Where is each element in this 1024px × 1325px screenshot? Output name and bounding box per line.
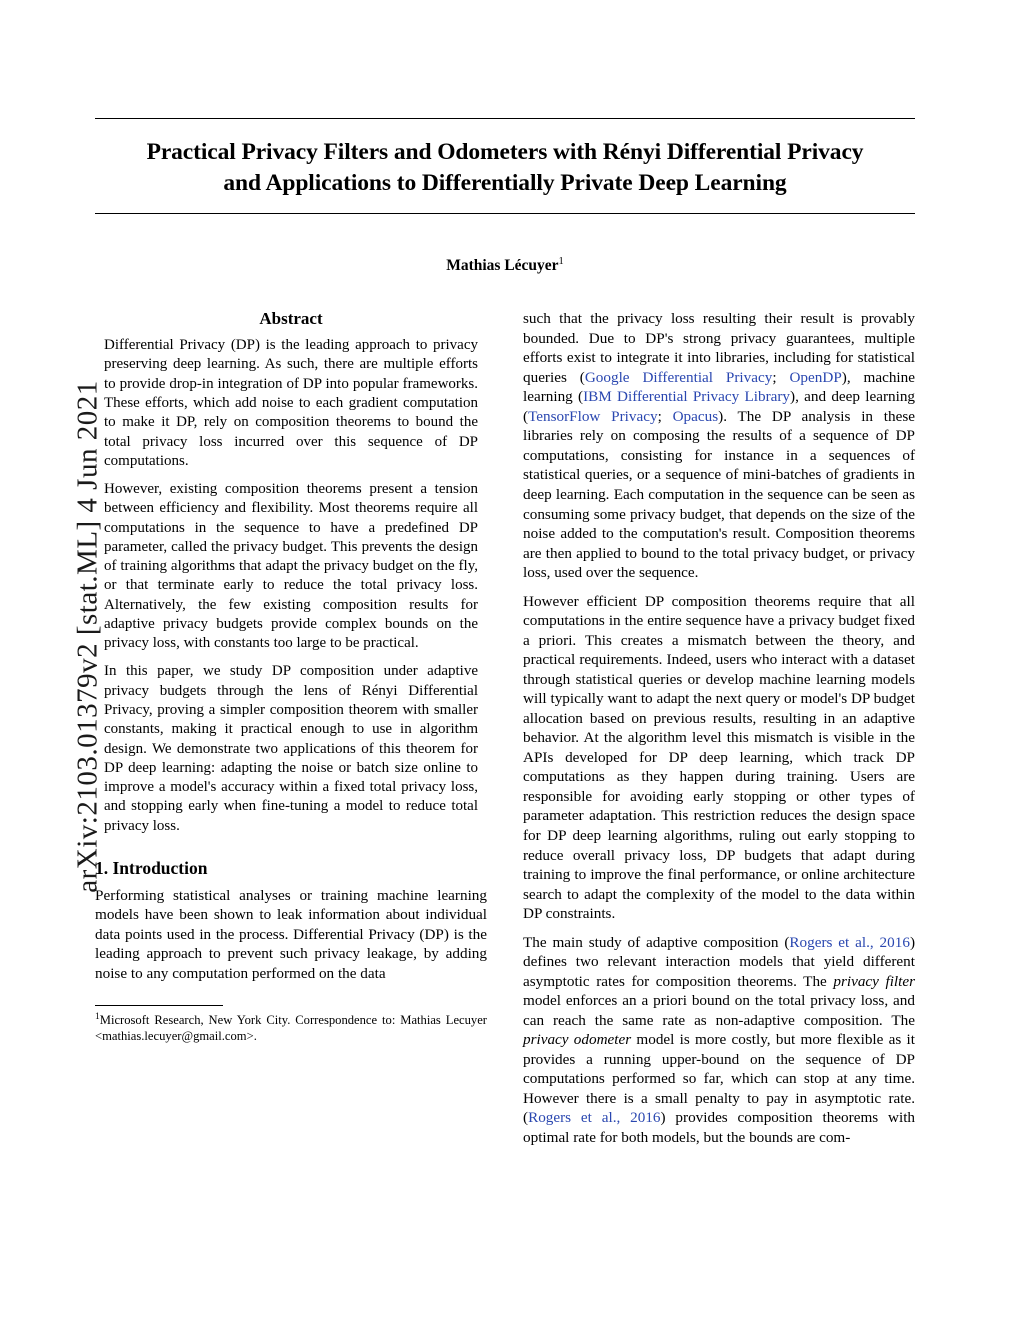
right-paragraph-2: However efficient DP composition theorems require that all computations in the entire sequence have a privacy budget fixed a priori. This creates a mismatch between the theory, and practical requirements. Indeed, users who interact with a dataset through statistical queries or develop machine learning models will typically want to adapt the next query or model's DP budget allocation based on previous results, resulting in an adaptive behavior. At the algorithm level this mismatch is visible in the APIs developed for DP deep learning, which track DP computations as they happen during training. Users are responsible for avoiding early stopping or other types of parameter adaptation. This restriction reduces the design space for DP deep learning algorithms, ruling out early stopping to reduce overall privacy loss, DP budgets that adapt during training to improve the final performance, or online architecture search to adapt the complexity of the model to the data within DP constraints. <box>523 592 915 923</box>
link-tensorflow-privacy[interactable]: TensorFlow Privacy <box>528 407 658 425</box>
section-heading-introduction: 1. Introduction <box>95 857 208 878</box>
introduction-paragraph: Performing statistical analyses or training machine learning models have been shown to leak information about individual data points used in the process. Differential Privacy (DP) is the leading approach to prevent such privacy leakage, by adding noise to any computation performed on the data <box>95 886 487 982</box>
left-column <box>95 309 487 1156</box>
term-privacy-filter: privacy filter <box>833 972 916 990</box>
rp3-text-d: model is more costly, but more flexible as it provides a running upper-bound on the sequence of DP computations performed so far, which can stop at any time. However there is a small penalty to pay in asymptotic rate. ( <box>523 1031 915 1127</box>
title-rule-top <box>95 118 915 119</box>
paper-content <box>95 0 915 1325</box>
right-paragraph-1: such that the privacy loss resulting their result is provably bounded. Due to DP's strong privacy guarantees, multiple efforts exist to integrate it into libraries, including for statistical queries (Google Differential Privacy; OpenDP), machine learning (IBM Differential Privacy Library), and deep learning (TensorFlow Privacy; Opacus). The DP analysis in these libraries rely on composing the results of a sequence of DP computations, consisting for instance in a sequences of statistical queries, or a sequence of mini-batches of gradients in deep learning. Each computation in the sequence can be seen as consuming some privacy budget, that depends on the size of the noise added to the computation's result. Composition theorems are then applied to bound to the total privacy budget, or privacy loss, used over the sequence. <box>523 310 916 582</box>
link-ibm-dp-library[interactable]: IBM Differential Privacy Library <box>583 388 791 406</box>
rp1-text-b: ), machine learning ( <box>523 368 915 406</box>
abstract-heading: Abstract <box>259 309 323 329</box>
right-column <box>523 309 915 1156</box>
abstract-paragraph: Differential Privacy (DP) is the leading approach to privacy preserving deep learning. As such, there are multiple efforts to provide drop-in integration of DP into popular frameworks. These efforts, which add noise to each gradient computation to make it DP, rely on composition theorems to bound the total privacy loss incurred over this sequence of DP computations. <box>104 337 478 469</box>
link-opendp[interactable]: OpenDP <box>789 368 842 386</box>
link-google-dp[interactable]: Google Differential Privacy <box>584 368 773 386</box>
abstract-paragraph: In this paper, we study DP composition under adaptive privacy budgets through the lens of Rényi Differential Privacy, proving a simpler composition theorem with smaller constants, making it practical enough to use in algorithm design. We demonstrate two applications of this theorem for DP deep learning: adapting the noise or batch size online to improve a model's accuracy within a fixed total privacy loss, and stopping early when fine-tuning a model to reduce total privacy loss. <box>104 663 478 834</box>
footnote-block <box>95 1005 487 1045</box>
footnote-content: Microsoft Research, New York City. Correspondence to: Mathias Lecuyer <mathias.lecuyer@gmail.com>. <box>95 1012 487 1044</box>
term-privacy-odometer: privacy odometer <box>523 1031 632 1049</box>
footnote-divider <box>95 1005 223 1006</box>
abstract-body <box>104 336 478 836</box>
rp3-text-a: The main study of adaptive composition ( <box>523 933 790 951</box>
arxiv-stamp: arXiv:2103.01379v2 [stat.ML] 4 Jun 2021 <box>71 380 104 893</box>
citation-rogers-2016-second[interactable]: Rogers et al., 2016 <box>528 1109 661 1127</box>
right-paragraph-3 <box>523 933 915 1148</box>
link-opacus[interactable]: Opacus <box>672 407 719 425</box>
rp3-text-b: ) defines two relevant interaction models that yield different asymptotic rates for composition theorems. The <box>523 933 915 990</box>
footnote-marker: 1 <box>95 1011 100 1022</box>
page-title: Practical Privacy Filters and Odometers with Rényi Differential Privacy and Applications to Differentially Private Deep Learning <box>146 139 864 197</box>
abstract-paragraph: However, existing composition theorems present a tension between efficiency and flexibility. Most theorems require all computations in the sequence to have a predefined DP parameter, called the privacy budget. This prevents the design of training algorithms that adapt the privacy budget on the fly, or that terminate early to reduce the total privacy loss. Alternatively, the few existing composition results for adaptive privacy budgets provide complex bounds on the privacy loss, with constants too large to be practical. <box>104 481 478 652</box>
rp1-text-d: ). The DP analysis in these libraries rely on composing the results of a sequence of DP computations, consisting for instance in a sequences of statistical queries, or a sequence of mini-batches of gradients in deep learning. Each computation in the sequence can be seen as consuming some privacy budget, that depends on the size of the noise added to the computation's result. Composition theorems are then applied to bound to the total privacy budget, or privacy loss, used over the sequence. <box>523 407 915 582</box>
rp1-text-c: ), and deep learning ( <box>523 388 916 425</box>
author-line <box>95 256 915 275</box>
two-column-body <box>95 309 915 1156</box>
author-footnote-marker: 1 <box>558 256 564 268</box>
rp1-text-a: such that the privacy loss resulting their result is provably bounded. Due to DP's strong privacy guarantees, multiple efforts exist to integrate it into libraries, including for statistical queries ( <box>523 310 915 386</box>
title-rule-bottom <box>95 213 915 214</box>
citation-rogers-2016[interactable]: Rogers et al., 2016 <box>789 933 910 951</box>
footnote-text <box>95 1011 487 1045</box>
author-name: Mathias Lécuyer <box>446 257 559 275</box>
rp3-text-c: model enforces an a priori bound on the total privacy loss, and can reach the same rate as non-adaptive composition. The <box>523 992 915 1029</box>
rp3-text-e: ) provides composition theorems with optimal rate for both models, but the bounds are com- <box>523 1109 916 1146</box>
